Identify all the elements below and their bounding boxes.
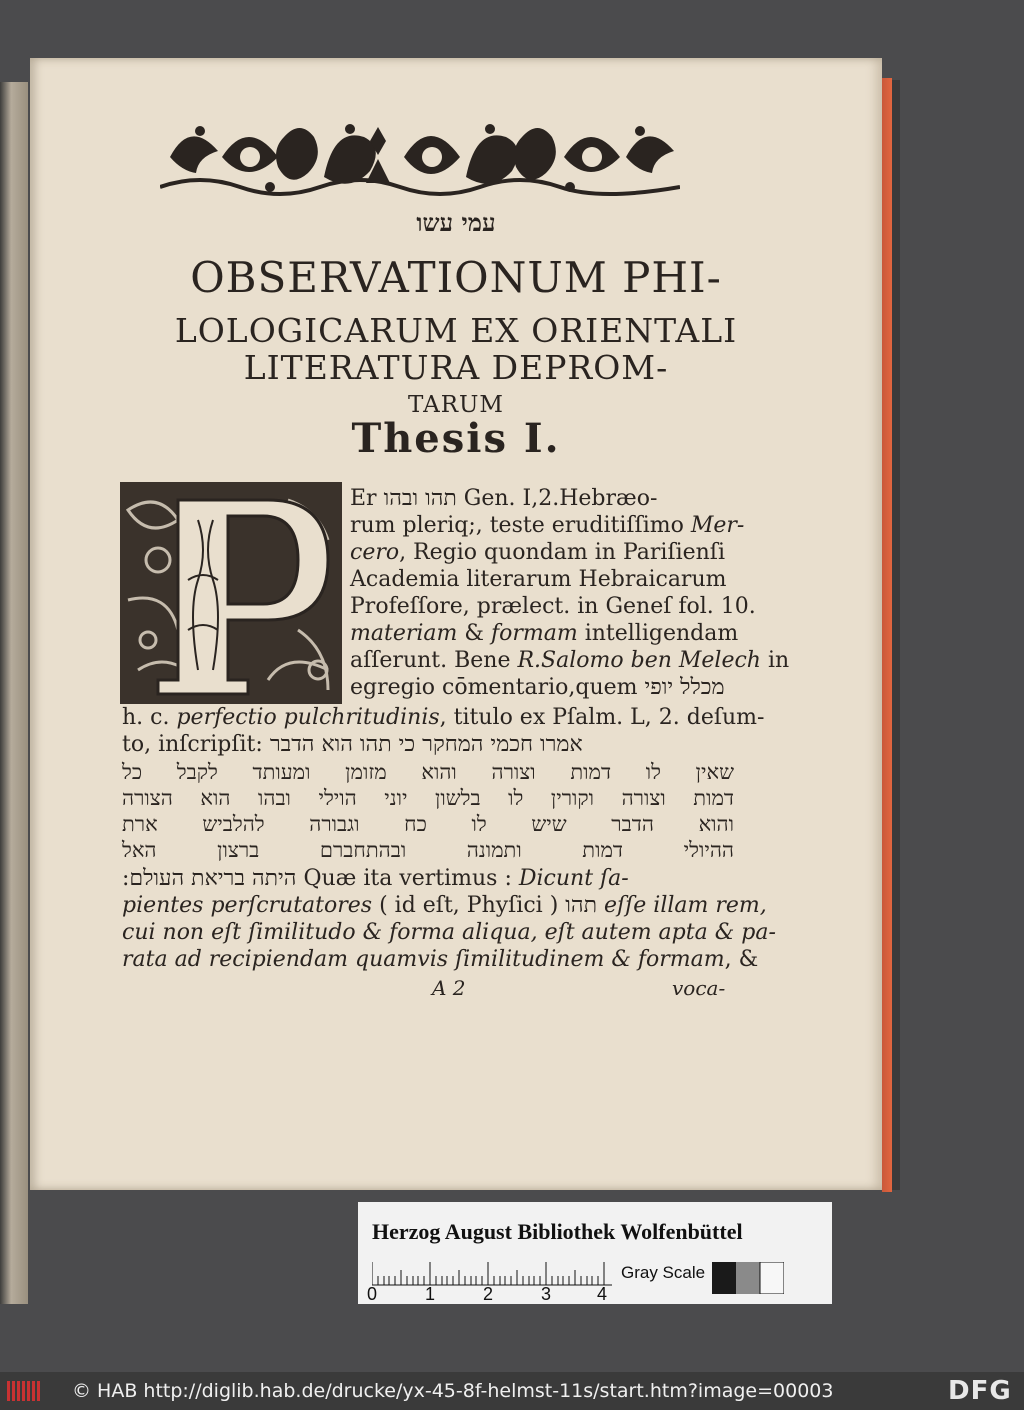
text-line-5: Profeſſore, prælect. in Geneſ fol. 10.	[350, 594, 756, 619]
text-line-8: egregio cōmentario,quem מכלל יופי	[350, 675, 725, 700]
previous-page-edge	[0, 82, 28, 1304]
hebrew-line-4: ההיולי דמות ותמונה ובהתחברם ברצון האל	[122, 838, 734, 862]
signature-mark: A 2	[432, 976, 466, 1000]
dfg-logo: DFG	[948, 1376, 1012, 1406]
hebrew-header: עמי עשו	[416, 208, 496, 237]
gray-scale-swatch-icon	[712, 1262, 784, 1294]
hebrew-line-3: והוא הדבר שיש לו כח וגבורה להלביש ארת	[122, 812, 734, 836]
text-line-15: היתה בריאת העולם: Quæ ita vertimus : Dicunt ſa-	[122, 866, 629, 891]
hab-logo-icon	[6, 1378, 44, 1404]
thesis-heading: Thesis I.	[351, 415, 561, 462]
text-line-7: aſſerunt. Bene R.Salomo ben Melech in	[350, 648, 790, 673]
red-page-edge	[882, 78, 892, 1192]
text-line-16: pientes perſcrutatores ( id eſt, Phyſici ) תהו eſſe illam rem,	[122, 893, 767, 918]
ruler-number-2: 2	[483, 1284, 494, 1304]
ruler-number-1: 1	[425, 1284, 436, 1304]
ruler-number-0: 0	[367, 1284, 378, 1304]
catchword: voca-	[672, 976, 726, 1000]
decorated-initial-p-icon	[118, 480, 344, 706]
title-line-3: LITERATURA DEPROM-	[243, 348, 669, 387]
text-line-1: Er תהו ובהו Gen. I,2.Hebræo-	[350, 486, 658, 511]
ruler-number-4: 4	[597, 1284, 608, 1304]
title-line-4: TARUM	[408, 392, 504, 418]
copyright-url[interactable]: © HAB http://diglib.hab.de/drucke/yx-45-8f-helmst-11s/start.htm?image=00003	[72, 1380, 834, 1402]
text-line-3: cero, Regio quondam in Pariſienſi	[350, 540, 725, 565]
text-line-6: materiam & formam intelligendam	[350, 621, 739, 646]
hebrew-line-2: דמות וצורה וקורין לו בלשון יוני הוילי ובהו הוא הצורה	[122, 786, 734, 810]
text-line-2: rum pleriq;, teste eruditiſſimo Mer-	[350, 513, 745, 538]
ruler-number-3: 3	[541, 1284, 552, 1304]
page-shadow	[892, 80, 900, 1190]
text-line-18: rata ad recipiendam quamvis ſimilitudinem & formam, &	[122, 947, 759, 972]
text-line-17: cui non eſt ſimilitudo & forma aliqua, eſt autem apta & pa-	[122, 920, 776, 945]
hebrew-line-1: שאין לו דמות וצורה והוא מזומן ומעותד לקבל כל	[122, 760, 734, 784]
text-line-10: to, inſcripſit: אמרו חכמי המחקר כי תהו הוא הדבר	[122, 732, 583, 757]
title-line-2: LOLOGICARUM EX ORIENTALI	[174, 311, 738, 350]
ruler-scale-icon	[372, 1258, 612, 1286]
text-line-9: h. c. perfectio pulchritudinis, titulo ex Pſalm. L, 2. deſum-	[122, 705, 765, 730]
title-line-1: OBSERVATIONUM PHI-	[190, 253, 722, 302]
library-name: Herzog August Bibliothek Wolfenbüttel	[372, 1219, 743, 1244]
gray-scale-label: Gray Scale	[621, 1263, 706, 1282]
ornamental-headpiece-icon	[160, 117, 680, 197]
text-line-4: Academia literarum Hebraicarum	[350, 567, 727, 592]
